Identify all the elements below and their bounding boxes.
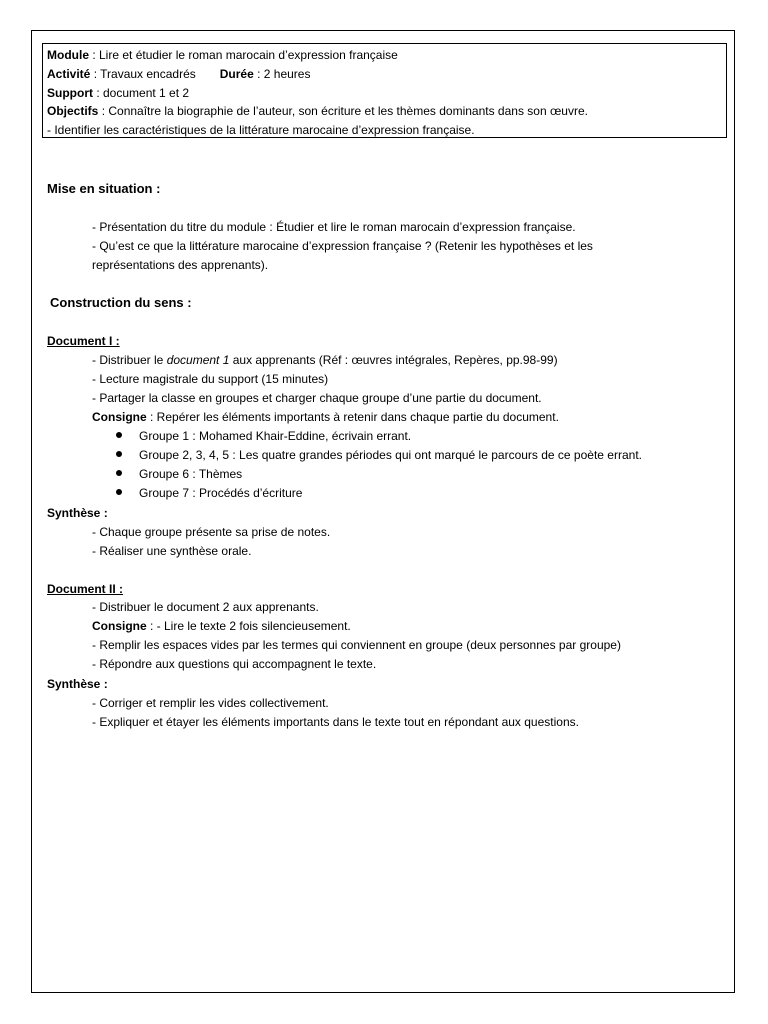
doc2-item-2: - Remplir les espaces vides par les termes qui conviennent en groupe (deux personnes par groupe) xyxy=(92,638,621,652)
module-header-box xyxy=(42,43,727,138)
mise-item-1: - Présentation du titre du module : Étudier et lire le roman marocain d’expression française. xyxy=(92,220,576,234)
objectifs-line: Objectifs : Connaître la biographie de l’auteur, son écriture et les thèmes dominants dans son œuvre. xyxy=(47,104,588,119)
activite-line: Activité : Travaux encadrés Durée : 2 heures xyxy=(47,66,311,81)
mise-item-2-line-1: - Qu’est ce que la littérature marocaine d’expression française ? (Retenir les hypothèses et les xyxy=(92,239,593,253)
doc1-synthese-title: Synthèse : xyxy=(47,506,108,520)
doc1-item-3: - Partager la classe en groupes et charger chaque groupe d’une partie du document. xyxy=(92,391,542,405)
bullet-icon xyxy=(116,489,122,495)
doc1-synthese-1: - Chaque groupe présente sa prise de notes. xyxy=(92,525,331,539)
doc2-synthese-1: - Corriger et remplir les vides collectivement. xyxy=(92,696,329,710)
objectifs-line-2: - Identifier les caractéristiques de la littérature marocaine d’expression française. xyxy=(47,123,475,138)
doc1-item-1: - Distribuer le document 1 aux apprenants (Réf : œuvres intégrales, Repères, pp.98-99) xyxy=(92,353,558,367)
doc1-synthese-2: - Réaliser une synthèse orale. xyxy=(92,544,252,558)
doc1-item-2: - Lecture magistrale du support (15 minutes) xyxy=(92,372,329,386)
mise-item-2-line-2: représentations des apprenants). xyxy=(92,258,269,272)
group-item: Groupe 6 : Thèmes xyxy=(116,467,242,482)
page-frame xyxy=(31,30,735,993)
doc2-item-3: - Répondre aux questions qui accompagnent le texte. xyxy=(92,657,377,671)
bullet-icon xyxy=(116,432,122,438)
group-item: Groupe 1 : Mohamed Khair-Eddine, écrivain errant. xyxy=(116,429,411,444)
document-1-title: Document I : xyxy=(47,334,120,348)
construction-title: Construction du sens : xyxy=(50,295,192,310)
doc2-item-1: - Distribuer le document 2 aux apprenants. xyxy=(92,600,319,614)
bullet-icon xyxy=(116,470,122,476)
mise-en-situation-title: Mise en situation : xyxy=(47,181,161,196)
group-item: Groupe 2, 3, 4, 5 : Les quatre grandes périodes qui ont marqué le parcours de ce poète errant. xyxy=(116,448,642,463)
module-line: Module : Lire et étudier le roman marocain d’expression française xyxy=(47,48,398,62)
doc2-consigne: Consigne : - Lire le texte 2 fois silencieusement. xyxy=(92,619,351,633)
doc2-synthese-title: Synthèse : xyxy=(47,677,108,691)
doc2-synthese-2: - Expliquer et étayer les éléments importants dans le texte tout en répondant aux questions. xyxy=(92,715,579,729)
bullet-icon xyxy=(116,451,122,457)
support-line: Support : document 1 et 2 xyxy=(47,85,190,100)
doc1-consigne: Consigne : Repérer les éléments importants à retenir dans chaque partie du document. xyxy=(92,410,559,424)
document-2-title: Document II : xyxy=(47,582,124,596)
group-item: Groupe 7 : Procédés d’écriture xyxy=(116,486,302,501)
